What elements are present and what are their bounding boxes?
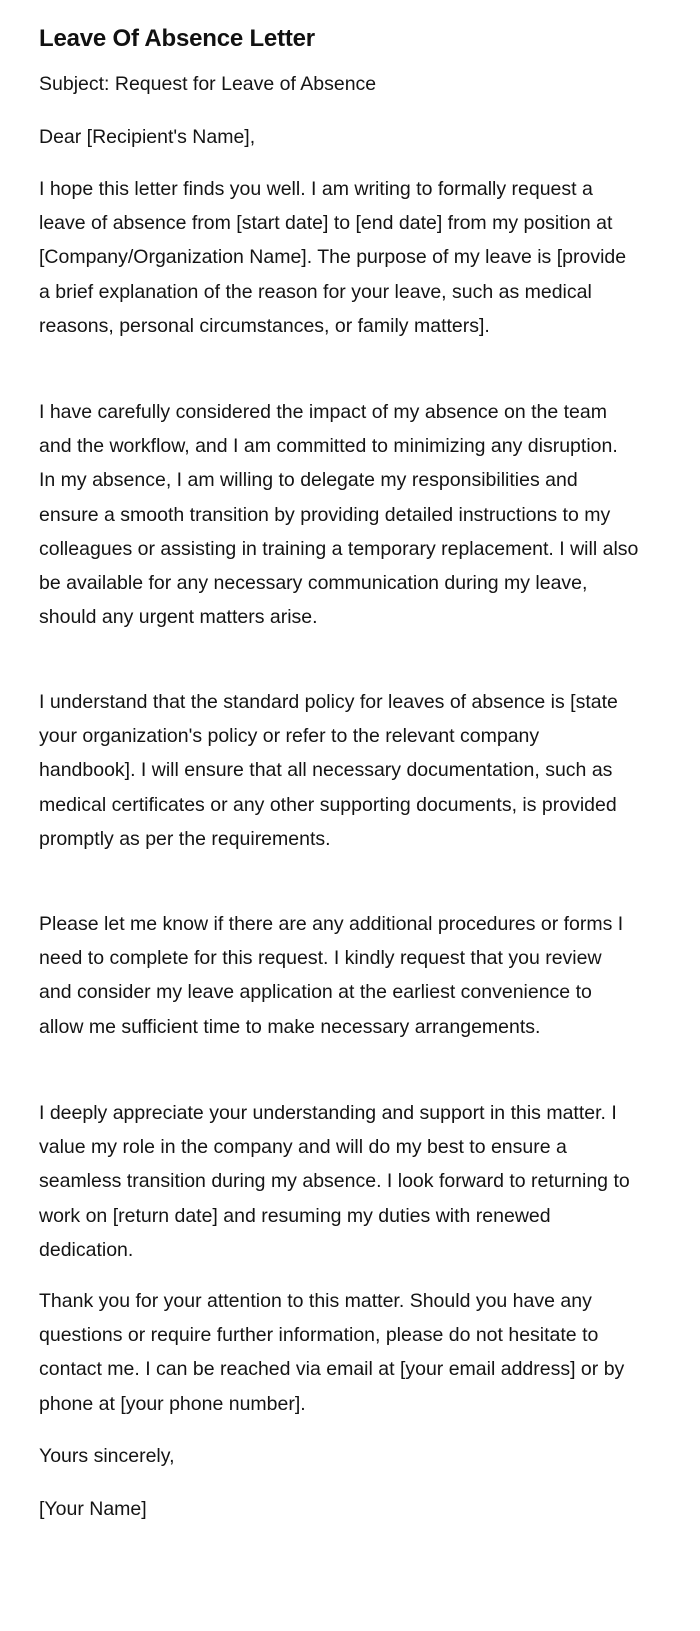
letter-paragraph-policy: I understand that the standard policy for leaves of absence is [state your organization's policy or refer to the relevant company handbook]. I will ensure that all necessary documentation, such as medical certificates or any other supporting documents, is provided promptly as per the requirements.	[39, 691, 618, 850]
letter-paragraph-contact: Thank you for your attention to this matter. Should you have any questions or require further information, please do not hesitate to contact me. I can be reached via email at [your email address] or by phone at [your phone number].	[39, 1290, 625, 1415]
letter-title: Leave Of Absence Letter	[39, 25, 315, 52]
letter-signature: [Your Name]	[39, 1498, 147, 1520]
letter-paragraph-intro: I hope this letter finds you well. I am writing to formally request a leave of absence from [start date] to [end date] from my position at [Company/Organization Name]. The purpose of my leave is [provide a brief explanation of the reason for your leave, such as medical reasons, personal circumstances, or family matters].	[39, 178, 627, 337]
letter-subject: Subject: Request for Leave of Absence	[39, 73, 377, 95]
letter-closing: Yours sincerely,	[39, 1445, 175, 1467]
letter-paragraph-transition: I have carefully considered the impact of my absence on the team and the workflow, and I am committed to minimizing any disruption. In my absence, I am willing to delegate my responsibilities and ensure a smooth transition by providing detailed instructions to my colleagues or assisting in training a temporary replacement. I will also be available for any necessary communication during my leave, should any urgent matters arise.	[39, 401, 639, 629]
letter-paragraph-appreciation: I deeply appreciate your understanding and support in this matter. I value my role in the company and will do my best to ensure a seamless transition during my absence. I look forward to returning to work on [return date] and resuming my duties with renewed dedication.	[39, 1102, 630, 1261]
letter-greeting: Dear [Recipient's Name],	[39, 126, 256, 148]
letter-paragraph-request: Please let me know if there are any additional procedures or forms I need to complete for this request. I kindly request that you review and consider my leave application at the earliest convenience to allow me sufficient time to make necessary arrangements.	[39, 913, 624, 1038]
